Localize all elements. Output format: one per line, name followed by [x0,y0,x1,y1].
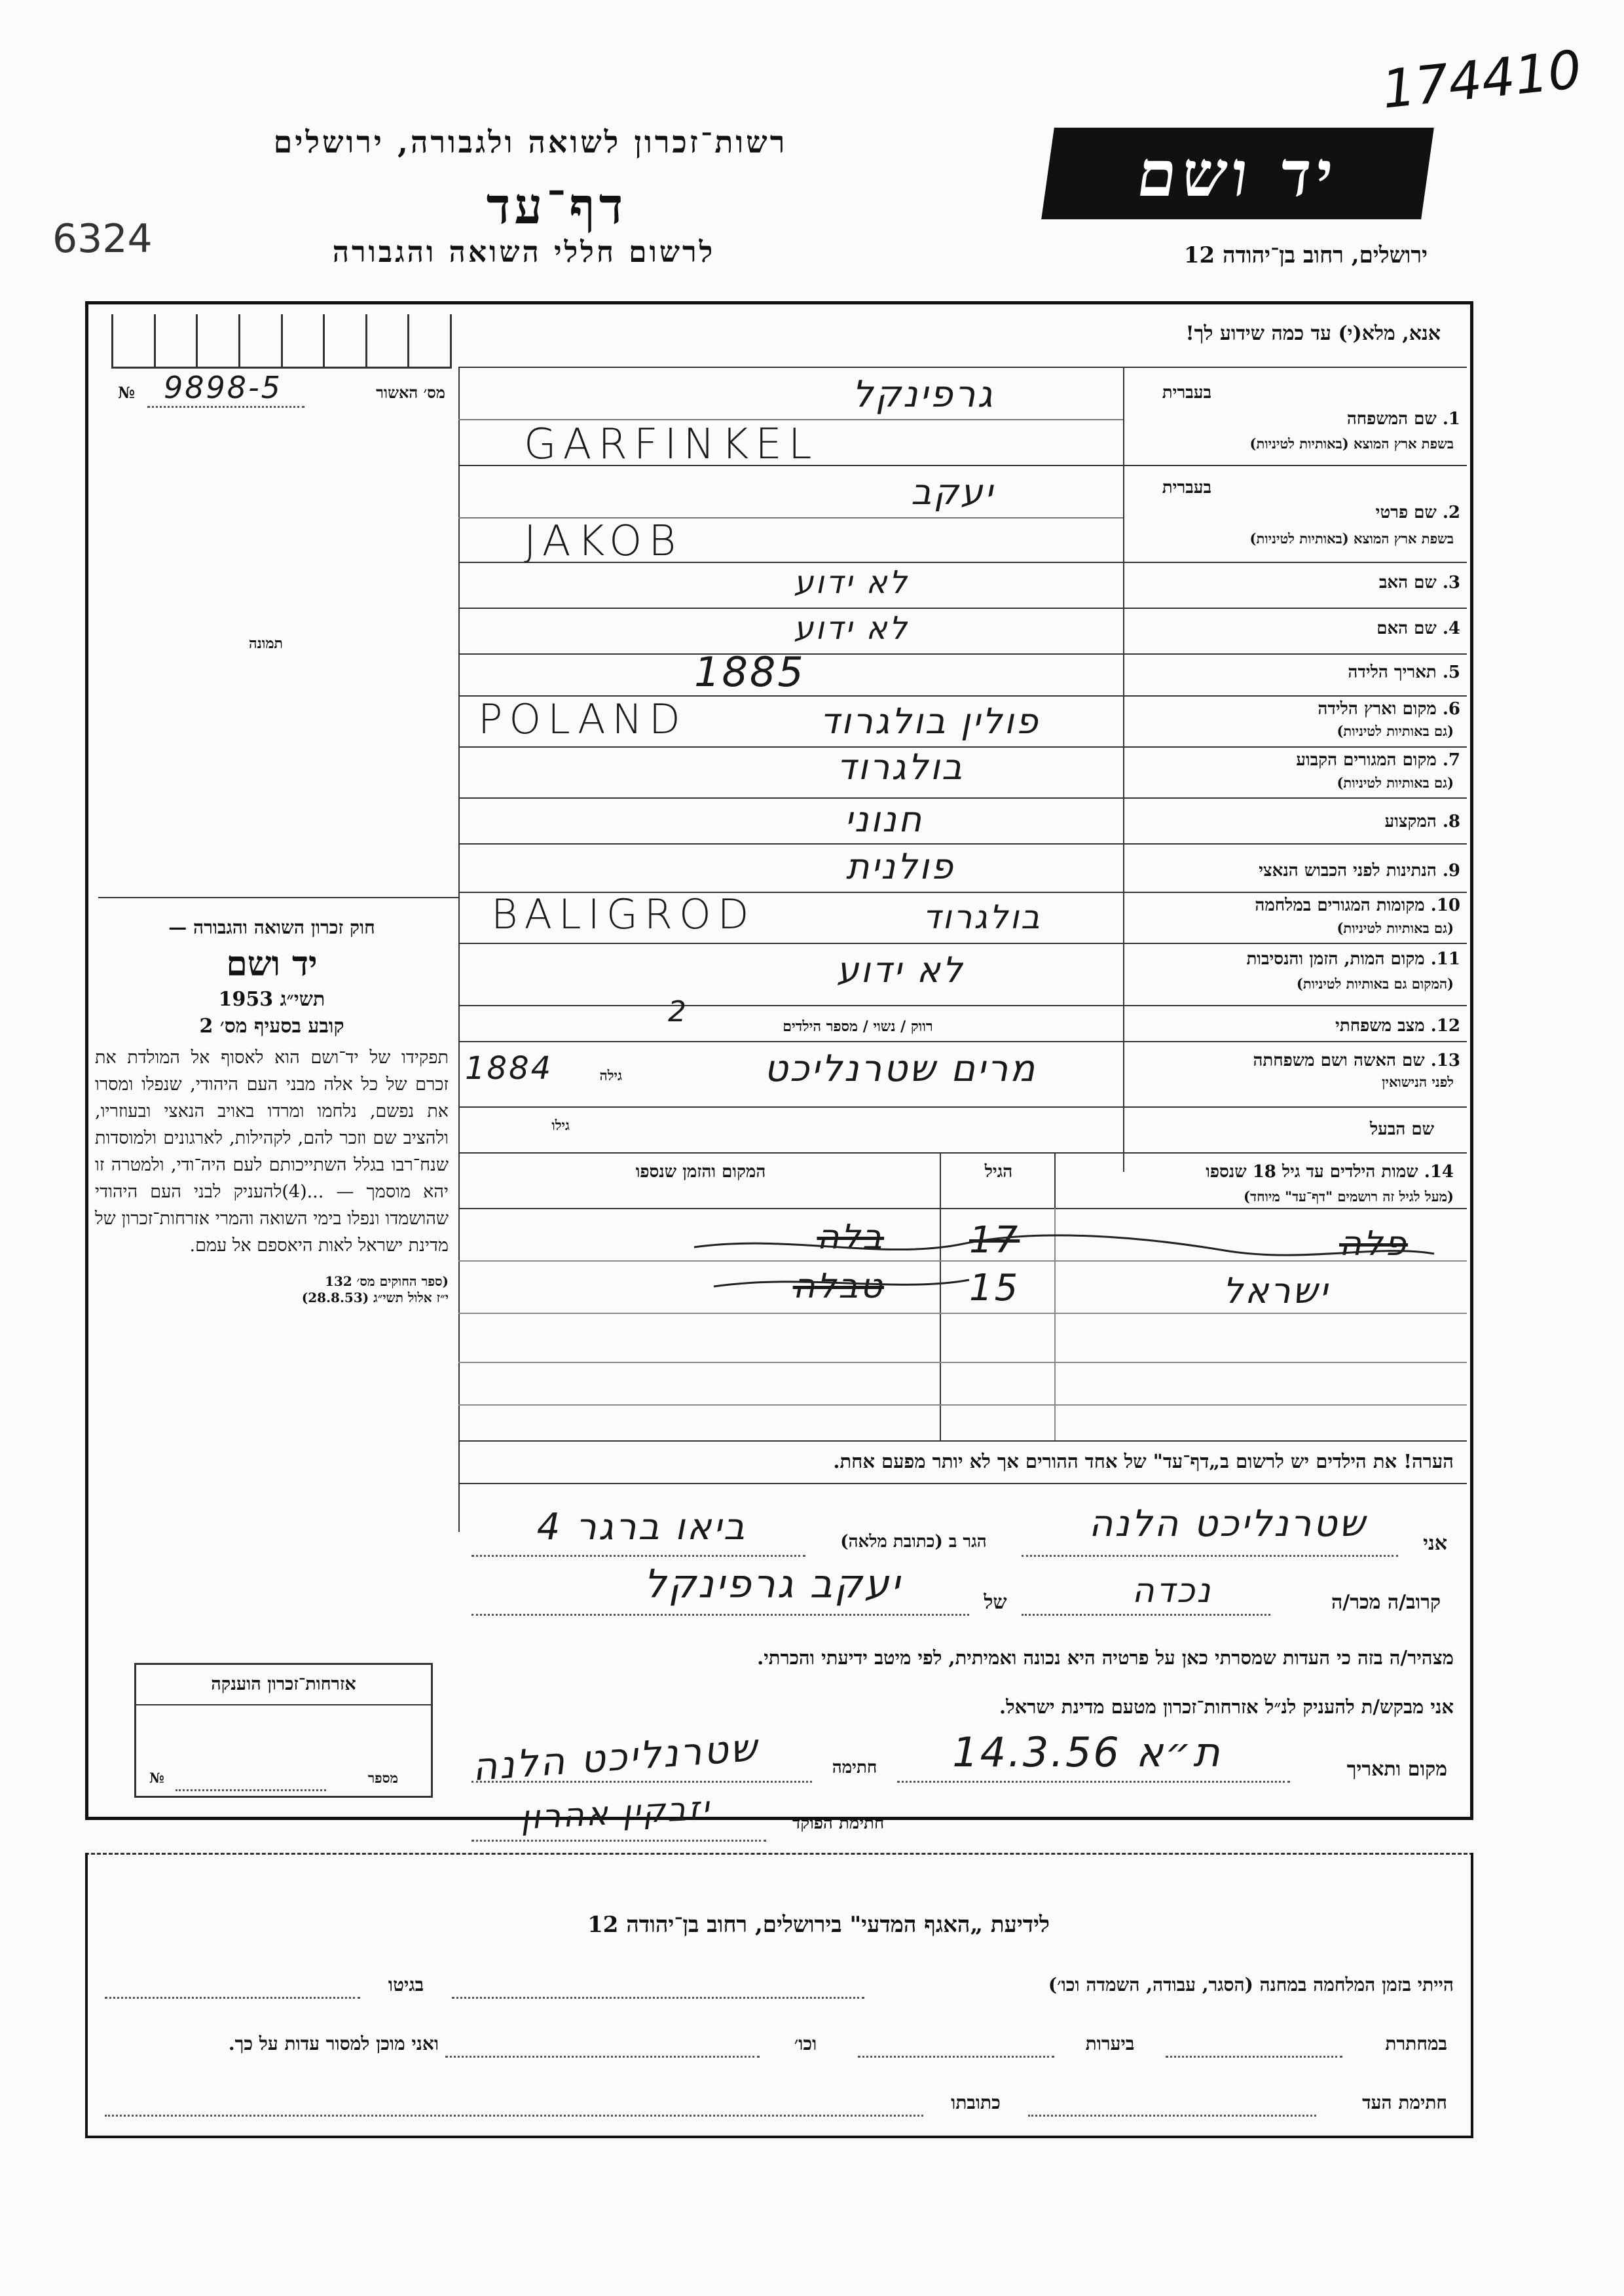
field-6-label [1133,699,1460,719]
field-9-num: 9. [1442,861,1460,881]
children-num: 14. [1424,1162,1454,1182]
field-10-label [1133,896,1460,915]
place-date-line [897,1781,1290,1783]
field-5-num: 5. [1442,663,1460,682]
photo-label: תמונה [249,635,283,652]
footer-line2-b-dots [858,2056,1054,2058]
field-11-sub: (המקום גם באותיות לטיניות) [1296,975,1454,992]
field-2-hebrew-value: יעקב [911,471,995,513]
citizenship-prefix: № [149,1770,164,1786]
declarant-i-label: אני [1423,1532,1447,1555]
signature-value: שטרנליכט הלנה [471,1724,760,1790]
husband-age-label: גילו [551,1117,570,1133]
field-4-num: 4. [1442,619,1460,638]
children-title-text: שמות הילדים עד גיל 18 שנספו [1206,1162,1418,1182]
children-col-place: המקום והזמן שנספו [635,1162,766,1182]
field-12-num: 12. [1430,1016,1460,1036]
children-bottom-rule [458,1440,1467,1442]
relation-label: קרוב/ה מכר/ה [1331,1591,1441,1614]
field-2-lang: בעברית [1162,478,1211,498]
field-11-num: 11. [1430,949,1460,969]
field-12-value: 2 [668,995,688,1029]
children-col-age: הגיל [984,1162,1013,1182]
field-10-latin-value: BALIGROD [491,890,756,938]
footer-line3-b: כתובתו [951,2092,1001,2113]
row-rule [458,943,1467,944]
declarant-address-line [471,1555,805,1557]
field-3-title: שם האב [1378,573,1437,592]
field-6-num: 6. [1442,699,1460,719]
archive-number: 174410 [1378,39,1585,120]
declarant-address: ביאו ברגר 4 [536,1506,747,1548]
law-block [95,917,449,1306]
place-date-value: ת״א 14.3.56 [952,1728,1222,1776]
officer-label: חתימת הפוקד [792,1813,885,1833]
footer-line2-a: במחתרת [1385,2033,1447,2054]
relation-value: נכדה [1132,1571,1213,1611]
footer-top-rule [85,1853,1473,1855]
approval-underline [147,406,304,408]
row-rule [458,608,1467,609]
footer-line1: הייתי בזמן המלחמה במחנה (הסגר, עבודה, השמדה וכו׳) [1048,1974,1454,1995]
law-top-rule [98,897,458,898]
field-13-age-value: 1884 [465,1050,553,1087]
field-1-lang: בעברית [1162,383,1211,403]
footer-left-border [85,1853,88,2136]
children-row-rule [458,1313,1467,1314]
form-title: דף־עד [486,177,627,235]
approval-number: 9898-5 [164,370,282,405]
field-2-title: שם פרטי [1375,503,1437,522]
left-column-divider [458,367,460,1532]
officer-signature: יזבקין אהרון [519,1789,712,1837]
children-row-rule [458,1404,1467,1406]
field-3-value: לא ידוע [794,564,909,601]
child-1-name: פלה [1338,1224,1408,1264]
field-13-title: שם האשה ושם משפחתה [1253,1051,1425,1070]
field-6-latin-value: POLAND [478,695,687,743]
footer-line2-c: וכו׳ [794,2033,817,2054]
field-13-num: 13. [1430,1051,1460,1070]
field-13-age-label: גילה [599,1067,622,1084]
signature-label: חתימה [832,1758,877,1777]
row-rule [458,1106,1467,1108]
row-rule [458,1005,1467,1006]
address-line: ירושלים, רחוב בן־יהודה 12 [1183,242,1428,268]
field-3-label [1133,573,1460,592]
declarant-resident-label: הגר ב (כתובת מלאה) [840,1532,987,1552]
field-12-options: רווק / נשוי / מספר הילדים [783,1018,933,1035]
of-label: של [984,1591,1007,1614]
field-4-value: לא ידוע [794,610,909,647]
signature-line [471,1781,812,1783]
footer-line1-end-dots [105,1997,360,1999]
declarant-name-line [1022,1555,1398,1557]
strike-scribble [688,1218,1441,1303]
authority-line: רשות־זכרון לשואה ולגבורה, ירושלים [273,124,788,160]
yad-vashem-logo [1041,128,1434,219]
margin-number: 6324 [52,216,153,262]
child-2-place: טבלה [792,1267,884,1306]
field-1-title: שם המשפחה [1346,409,1437,429]
note-rule [458,1483,1467,1484]
law-body: תפקידו של יד־ושם הוא לאסוף אל המולדת את זכרם של כל אלה מבני העם היהודי, שנפלו ומסרו את נפשם, נלחמו ומרדו באויב הנאצי ובעוזריו, ולהציב שם וזכר להם, לקהילות, לארגונים ולמוסדות שנח־רבו בגלל השתייכותם לעם היה־ודי, ולמטרה זו יהא מוסמך — ...(4)להעניק לבני העם היהודי שהושמדו ונפלו בימי השואה והמרי אזרחות־זכרון של מדינת ישראל לאות היאספם אל עמם. [95,1048,449,1256]
field-2-label [1244,503,1460,522]
row-rule [458,367,1467,368]
child-2-name: ישראל [1223,1270,1329,1311]
field-9-label [1133,861,1460,881]
of-name-line [471,1614,969,1616]
field-5-label [1133,663,1460,682]
footer-line1-end: בגיטו [388,1974,424,1995]
field-2-latin-value: JAKOB [524,517,683,566]
law-ref: (ספר החוקים מס׳ 132 [325,1273,449,1289]
footer-right-border [1471,1853,1473,2136]
footer-bottom-rule [85,2136,1473,2138]
child-1-place: בלה [817,1218,884,1257]
field-12-label [1133,1016,1460,1036]
field-7-value: בולגרוד [836,746,965,788]
officer-line [471,1840,766,1842]
field-8-label [1133,812,1460,831]
approval-prefix: № [118,383,136,402]
field-9-title: הנתינות לפני הכבוש הנאצי [1259,861,1437,881]
field-1-hebrew-value: גרפינקל [852,373,995,416]
footer-line2-b: ביערות [1085,2033,1135,2054]
request-text: אני מבקש/ת להעניק לנ״ל אזרחות־זכרון מטעם מדינת ישראל. [999,1696,1454,1718]
law-title: חוק זכרון השואה והגבורה — [168,917,375,938]
declarant-name: שטרנליכט הלנה [1088,1503,1367,1545]
child-2-age: 15 [969,1267,1020,1309]
field-10-sub: (גם באותיות לטיניות) [1337,920,1454,936]
field-11-title: מקום המות, הזמן והנסיבות [1246,949,1425,969]
row-rule [458,1041,1467,1042]
field-7-label [1133,750,1460,770]
field-11-label [1133,949,1460,969]
logo-text: יד ושם [1132,136,1343,211]
footer-line3-a: חתימת העד [1362,2092,1447,2113]
field-6-sub: (גם באותיות לטיניות) [1337,723,1454,739]
field-12-title: מצב משפחתי [1335,1016,1425,1036]
field-7-sub: (גם באותיות לטיניות) [1337,774,1454,791]
children-sub: (מעל לגיל זה רושמים "דף־עד" מיוחד) [1244,1188,1454,1205]
citizenship-title-rule [136,1704,431,1705]
field-5-value: 1885 [694,648,805,696]
intro-text: אנא, מלא(י) עד כמה שידוע לך! [1185,322,1441,345]
field-5-title: תאריך הלידה [1348,663,1437,682]
footer-line3-b-dots [105,2115,923,2117]
husband-label: שם הבעל [1369,1120,1434,1139]
field-1-num: 1. [1442,409,1460,429]
citizenship-box [134,1663,433,1798]
law-year: תשי״ג 1953 [218,988,325,1011]
footer-line2-a-dots [1166,2056,1342,2058]
law-name: יד ושם [226,944,318,984]
footer-line1-dots [452,1997,864,1999]
declaration-text: מצהיר/ה בזה כי העדות שמסרתי כאן על פרטיה היא נכונה ואמיתית, לפי מיטב ידיעתי והכרתי. [757,1647,1454,1669]
field-13-label [1133,1051,1460,1070]
child-1-age: 17 [969,1219,1020,1262]
field-11-value: לא ידוע [836,949,965,991]
law-clause: קובע בסעיף מס׳ 2 [199,1015,344,1038]
field-4-title: שם האם [1376,619,1437,638]
footer-line2-c-dots [445,2056,760,2058]
field-8-num: 8. [1442,812,1460,831]
children-title [1061,1162,1454,1182]
footer-title: לידיעת „האגף המדעי" בירושלים, רחוב בן־יהודה 12 [587,1912,1050,1938]
row-rule [458,653,1467,655]
field-8-title: המקצוע [1384,812,1437,831]
field-6-title: מקום וארץ הלידה [1318,699,1437,719]
note-text: הערה! את הילדים יש לרשום ב„דף־עד" של אחד ההורים אך לא יותר מפעם אחת. [833,1450,1454,1472]
field-1-label [1244,409,1460,429]
field-2-num: 2. [1442,503,1460,522]
field-4-label [1133,619,1460,638]
form-subtitle: לרשום חללי השואה והגבורה [332,236,716,269]
place-date-label: מקום ותאריך [1346,1758,1447,1781]
row-rule [458,843,1467,845]
field-1-latin-value: GARFINKEL [524,420,819,469]
field-10-value: בולגרוד [923,898,1042,936]
field-2-sub: בשפת ארץ המוצא (באותיות לטיניות) [1249,530,1454,547]
field-13-value: מרים שטרנליכט [764,1048,1037,1090]
relation-line [1022,1614,1270,1616]
row-rule [458,1152,1467,1154]
label-column-divider [1123,367,1124,1172]
field-3-num: 3. [1442,573,1460,592]
field-7-title: מקום המגורים הקבוע [1296,750,1437,770]
field-6-value: פולין בולגרוד [820,701,1040,742]
field-1-sub: בשפת ארץ המוצא (באותיות לטיניות) [1249,435,1454,452]
children-col-divider [1054,1152,1056,1208]
citizenship-num-label: מספר [367,1770,398,1786]
field-13-sub: לפני הנישואין [1382,1074,1454,1090]
field-9-value: פולנית [845,846,955,887]
field-7-num: 7. [1442,750,1460,770]
code-boxes [111,314,452,369]
footer-line3-a-dots [1028,2115,1316,2117]
field-10-num: 10. [1430,896,1460,915]
of-name: יעקב גרפינקל [644,1561,902,1607]
law-ref-date: י״ז אלול תשי״ג (28.8.53) [301,1290,449,1305]
footer-line2-end: ואני מוכן למסור עדות על כך. [228,2033,439,2054]
children-row-rule [458,1362,1467,1363]
citizenship-title: אזרחות־זכרון הוענקה [211,1674,356,1694]
citizenship-num-line [175,1789,326,1791]
field-8-value: חנוני [844,799,924,840]
approval-label: מס׳ האשור [376,383,445,402]
field-10-title: מקומות המגורים במלחמה [1255,896,1425,915]
children-header-rule [458,1208,1467,1209]
